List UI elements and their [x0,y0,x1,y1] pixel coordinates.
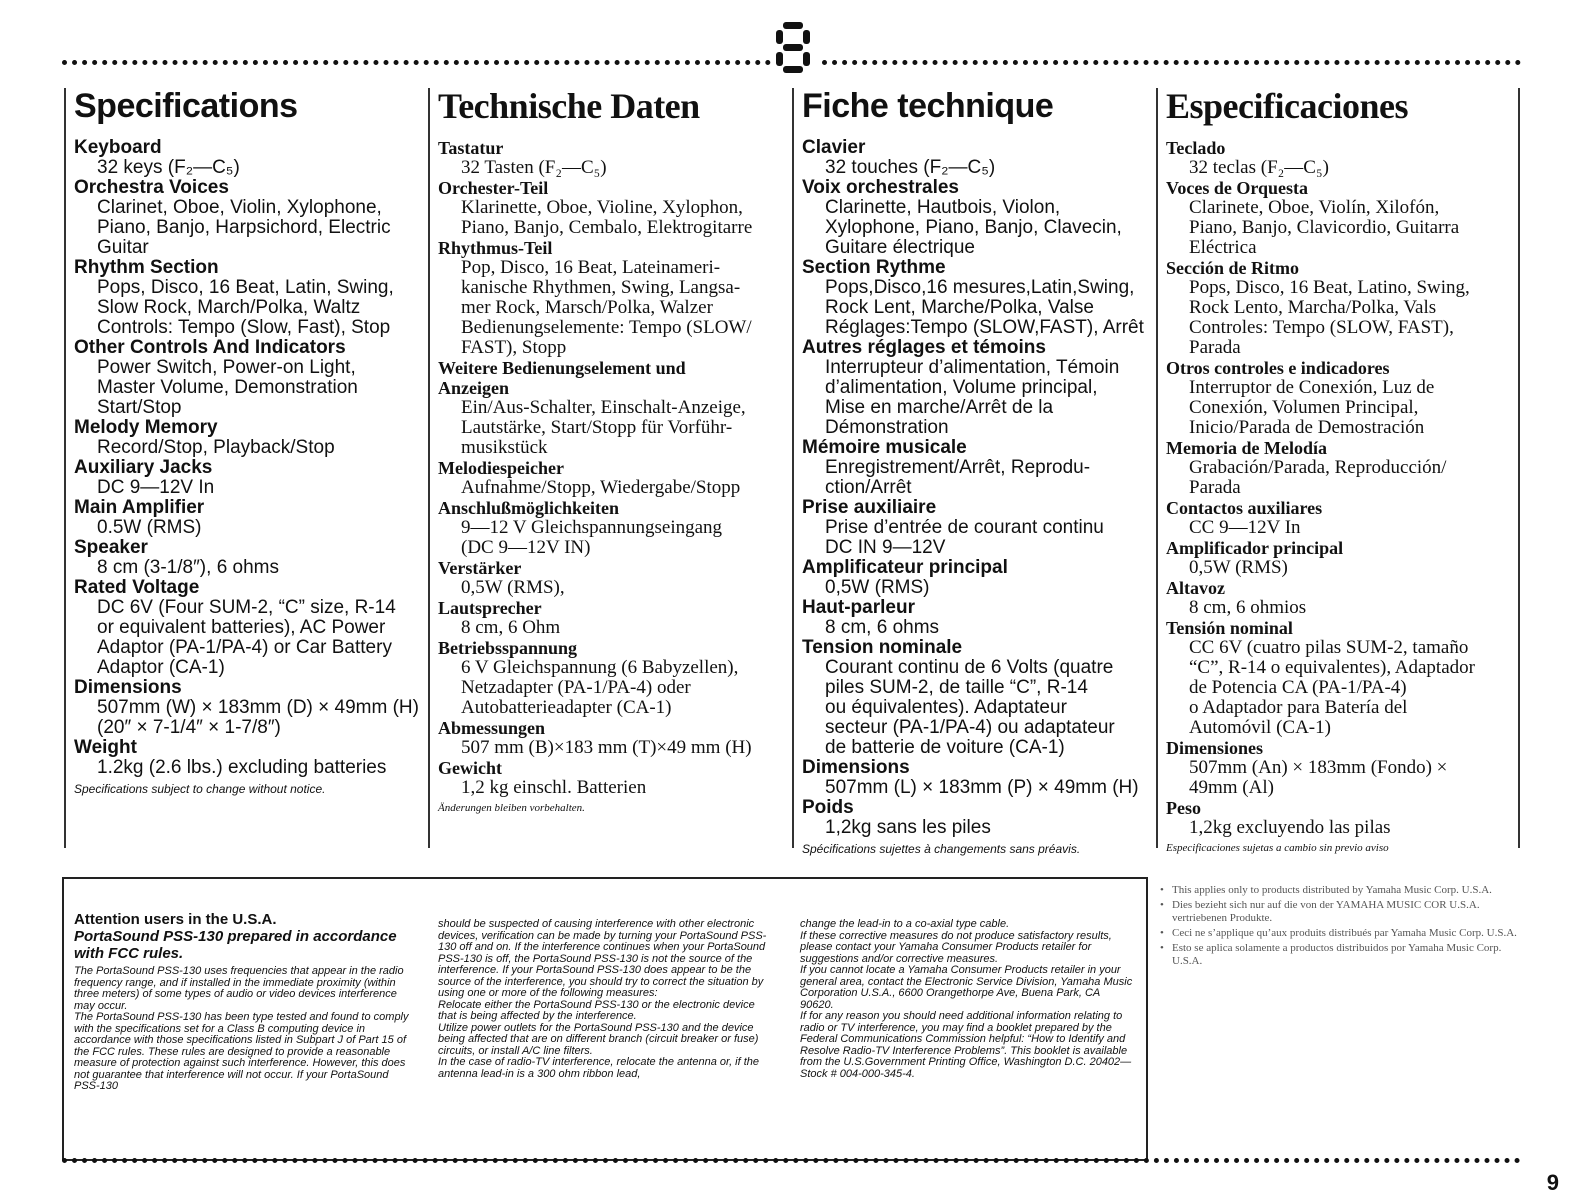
spec-value: 32 Tasten (F₂—C₅) [461,157,607,178]
fcc-text-col3: change the lead-in to a co-axial type cable. If these corrective measures do not produce satisfactory results, please contact your Yamaha Consumer Products retailer for suggestions and/or corrective measures. If you cannot locate a Yamaha Consumer Products retailer in your general area, contact the Electronic Service Division, Yamaha Music Corporation U.S.A., 6600 Orangethorpe Ave, Buena Park, CA 90620. If for any reason you should need additional information relating to radio or TV interference, you may find a booklet prepared by the Federal Communications Commission helpful: “How to Identify and Resolve Radio-TV Interference Problems”. This booklet is available from the U.S.Government Printing Office, Washington D.C. 20402—Stock # 004-000-345-4. [800,918,1133,1080]
spec-value: 6 V Gleichspannung (6 Babyzellen), Netzadapter (PA-1/PA-4) oder Autobatterieadapter (CA-1) [461,657,739,718]
column-note: Änderungen bleiben vorbehalten. [438,802,585,814]
spec-value: Power Switch, Power-on Light, Master Volume, Demonstration Start/Stop [97,357,358,418]
spec-list [438,138,794,798]
spec-heading: Other Controls And Indicators [74,337,346,358]
spec-heading: Dimensions [74,677,182,698]
spec-heading: Auxiliary Jacks [74,457,213,478]
spec-value: Enregistrement/Arrêt, Reprodu- ction/Arrêt [825,457,1091,498]
spec-heading: Keyboard [74,137,162,158]
spec-value: 507mm (L) × 183mm (P) × 49mm (H) [825,777,1139,798]
spec-heading: Tension nominale [802,637,963,658]
spec-value: 8 cm, 6 ohmios [1189,597,1307,618]
spec-value: 8 cm (3-1/8″), 6 ohms [97,557,280,578]
spec-list [802,138,1158,838]
spec-heading: Orchester-Teil [438,178,549,198]
spec-heading: Verstärker [438,558,522,578]
spec-heading: Speaker [74,537,148,558]
bottom-dotted-rule [62,1158,1521,1163]
spec-heading: Peso [1166,798,1201,818]
spec-value: Clarinet, Oboe, Violin, Xylophone, Piano, Banjo, Harpsichord, Electric Guitar [97,197,391,258]
spec-value: 507mm (An) × 183mm (Fondo) × 49mm (Al) [1189,757,1448,798]
spec-heading: Rhythmus-Teil [438,238,553,258]
spec-heading: Poids [802,797,854,818]
spec-value: 32 keys (F₂—C₅) [97,157,240,178]
column-title: Especificaciones [1166,86,1408,126]
spec-heading: Weight [74,737,137,758]
top-dotted-rule-right [822,60,1521,65]
bullet-icon: • [1160,899,1164,911]
spec-value: CC 6V (cuatro pilas SUM-2, tamaño “C”, R-14 o equivalentes), Adaptador de Potencia CA (PA-1/PA-4) o Adaptador para Batería del Automóvil (CA-1) [1189,637,1475,738]
spec-value: Grabación/Parada, Reproducción/ Parada [1189,457,1447,498]
spec-heading: Mémoire musicale [802,437,967,458]
spec-value: DC 6V (Four SUM-2, “C” size, R-14 or equivalent batteries), AC Power Adaptor (PA-1/PA-4) or Car Battery Adaptor (CA-1) [97,597,396,678]
spec-value: Courant continu de 6 Volts (quatre piles SUM-2, de taille “C”, R-14 ou équivalentes). Adaptateur secteur (PA-1/PA-4) ou adaptateur de batterie de voiture (CA-1) [825,657,1115,758]
spec-heading: Contactos auxiliares [1166,498,1323,518]
spec-heading: Voces de Orquesta [1166,178,1309,198]
spec-value: 1,2kg sans les piles [825,817,991,838]
column-title: Fiche technique [802,87,1054,125]
top-dotted-rule-left [62,60,771,65]
spec-heading: Rated Voltage [74,577,200,598]
spec-heading: Betriebsspannung [438,638,578,658]
spec-heading: Sección de Ritmo [1166,258,1299,278]
column-title: Specifications [74,87,298,125]
spec-value: Pops, Disco, 16 Beat, Latin, Swing, Slow Rock, March/Polka, Waltz Controls: Tempo (Slow, Fast), Stop [97,277,394,338]
bullet-icon: • [1160,884,1164,896]
spec-column-french [792,87,1158,856]
fcc-text-col1: The PortaSound PSS-130 uses frequencies that appear in the radio frequency range, and if installed in the immediate proximity (within three meters) of some types of audio or video devices interference may occur. The PortaSound PSS-130 has been type tested and found to comply with the specifications set for a Class B computing device in accordance with those specifications listed in Subpart J of Part 15 of the FCC rules. These rules are designed to provide a reasonable measure of protection against such interference. However, this does not guarantee that interference will not occur. If your PortaSound PSS-130 [74,965,409,1092]
spec-value: 0,5W (RMS), [461,577,565,598]
fcc-subheading: PortaSound PSS-130 prepared in accordance with FCC rules. [74,928,397,962]
spec-value: 1,2 kg einschl. Batterien [461,777,647,798]
distribution-notes [1160,884,1520,970]
spec-value: Prise d’entrée de courant continu DC IN 9—12V [825,517,1104,558]
page-number: 9 [1546,1170,1559,1195]
spec-heading: Amplificateur principal [802,557,1008,578]
spec-heading: Amplificador principal [1166,538,1344,558]
spec-heading: Abmessungen [438,718,546,738]
spec-heading: Lautsprecher [438,598,542,618]
spec-heading: Tensión nominal [1166,618,1293,638]
column-note: Specifications subject to change without notice. [74,782,326,796]
spec-column-english [64,88,424,848]
spec-value: Record/Stop, Playback/Stop [97,437,335,458]
spec-value: DC 9—12V In [97,477,215,498]
spec-heading: Dimensions [802,757,910,778]
spec-value: 1.2kg (2.6 lbs.) excluding batteries [97,757,387,778]
fcc-heading: Attention users in the U.S.A. [74,911,277,928]
spec-value: Pop, Disco, 16 Beat, Lateinameri- kanische Rhythmen, Swing, Langsa- mer Rock, Marsch/Polka, Walzer Bedienungselemente: Tempo (SLOW/ FAST), Stopp [461,257,752,358]
note-item: • Dies bezieht sich nur auf die von der YAMAHA MUSIC COR U.S.A. vertriebenen Produkte. [1160,899,1480,924]
spec-column-german [428,88,794,848]
spec-heading: Dimensiones [1166,738,1264,758]
spec-heading: Teclado [1166,138,1226,158]
spec-value: Interruptor de Conexión, Luz de Conexión, Volumen Principal, Inicio/Parada de Demostración [1189,377,1435,438]
spec-value: 9—12 V Gleichspannungseingang (DC 9—12V IN) [461,517,723,558]
spec-value: Pops,Disco,16 mesures,Latin,Swing, Rock Lent, Marche/Polka, Valse Réglages:Tempo (SLOW,FAST), Arrêt [825,277,1144,338]
spec-value: Pops, Disco, 16 Beat, Latino, Swing, Rock Lento, Marcha/Polka, Vals Controles: Tempo (SLOW, FAST), Parada [1189,277,1470,358]
spec-value: Klarinette, Oboe, Violine, Xylophon, Piano, Banjo, Cembalo, Elektrogitarre [461,197,753,238]
spec-heading: Weitere Bedienungselement und Anzeigen [438,358,686,398]
spec-value: 8 cm, 6 Ohm [461,617,561,638]
spec-heading: Tastatur [438,138,504,158]
spec-heading: Main Amplifier [74,497,205,518]
spec-heading: Rhythm Section [74,257,219,278]
bullet-icon: • [1160,942,1164,954]
segment-eight-icon [773,20,813,76]
spec-list [1166,138,1518,838]
spec-value: Interrupteur d’alimentation, Témoin d’alimentation, Volume principal, Mise en marche/Arrêt de la Démonstration [825,357,1120,438]
spec-heading: Melody Memory [74,417,218,438]
spec-value: 32 teclas (F₂—C₅) [1189,157,1329,178]
spec-value: 0,5W (RMS) [1189,557,1288,578]
spec-heading: Altavoz [1166,578,1225,598]
spec-value: Aufnahme/Stopp, Wiedergabe/Stopp [461,477,741,498]
spec-heading: Orchestra Voices [74,177,229,198]
spec-heading: Haut-parleur [802,597,915,618]
spec-heading: Otros controles e indicadores [1166,358,1390,378]
spec-heading: Anschlußmöglichkeiten [438,498,620,518]
spec-heading: Memoria de Melodía [1166,438,1327,458]
spec-value: 0,5W (RMS) [825,577,930,598]
column-title: Technische Daten [438,86,700,126]
spec-heading: Autres réglages et témoins [802,337,1046,358]
note-item: • Ceci ne s’applique qu’aux produits distribués par Yamaha Music Corp. U.S.A. [1160,927,1517,939]
spec-value: Clarinette, Hautbois, Violon, Xylophone, Piano, Banjo, Clavecin, Guitare électrique [825,197,1122,258]
spec-value: Ein/Aus-Schalter, Einschalt-Anzeige, Lautstärke, Start/Stopp für Vorführ- musikstück [461,397,746,458]
spec-heading: Prise auxiliaire [802,497,937,518]
spec-heading: Melodiespeicher [438,458,564,478]
note-item: • Esto se aplica solamente a productos distribuidos por Yamaha Music Corp. U.S.A. [1160,942,1502,967]
spec-value: 1,2kg excluyendo las pilas [1189,817,1391,838]
spec-column-spanish [1156,86,1520,854]
note-item: • This applies only to products distributed by Yamaha Music Corp. U.S.A. [1160,884,1492,896]
spec-list [74,138,424,778]
spec-heading: Gewicht [438,758,502,778]
spec-value: 507mm (W) × 183mm (D) × 49mm (H) (20″ × 7-1/4″ × 1-7/8″) [97,697,419,738]
fcc-heading-block [74,911,414,962]
spec-value: 32 touches (F₂—C₅) [825,157,996,178]
bullet-icon: • [1160,927,1164,939]
spec-value: 8 cm, 6 ohms [825,617,940,638]
column-note: Spécifications sujettes à changements sans préavis. [802,842,1081,856]
spec-value: 507 mm (B)×183 mm (T)×49 mm (H) [461,737,752,758]
spec-value: Clarinete, Oboe, Violín, Xilofón, Piano, Banjo, Clavicordio, Guitarra Eléctrica [1189,197,1460,258]
column-note: Especificaciones sujetas a cambio sin previo aviso [1166,842,1389,854]
spec-value: CC 9—12V In [1189,517,1301,538]
spec-heading: Clavier [802,137,866,158]
spec-heading: Voix orchestrales [802,177,960,198]
spec-heading: Section Rythme [802,257,946,278]
fcc-text-col2: should be suspected of causing interference with other electronic devices, verification can be made by turning your PortaSound PSS-130 off and on. If the interference continues when your PortaSound PSS-130 is off, the PortaSound PSS-130 is not the source of the interference. If your PortaSound PSS-130 does appear to be the source of the interference, you should try to correct the situation by using one or more of the following measures: Relocate either the PortaSound PSS-130 or the electronic device that is being affected by the interference. Utilize power outlets for the PortaSound PSS-130 and the device being affected that are on different branch (circuit breaker or fuse) circuits, or install A/C line filters. In the case of radio-TV interference, relocate the antenna or, if the antenna lead-in is a 300 ohm ribbon lead, [438,918,767,1080]
spec-value: 0.5W (RMS) [97,517,202,538]
